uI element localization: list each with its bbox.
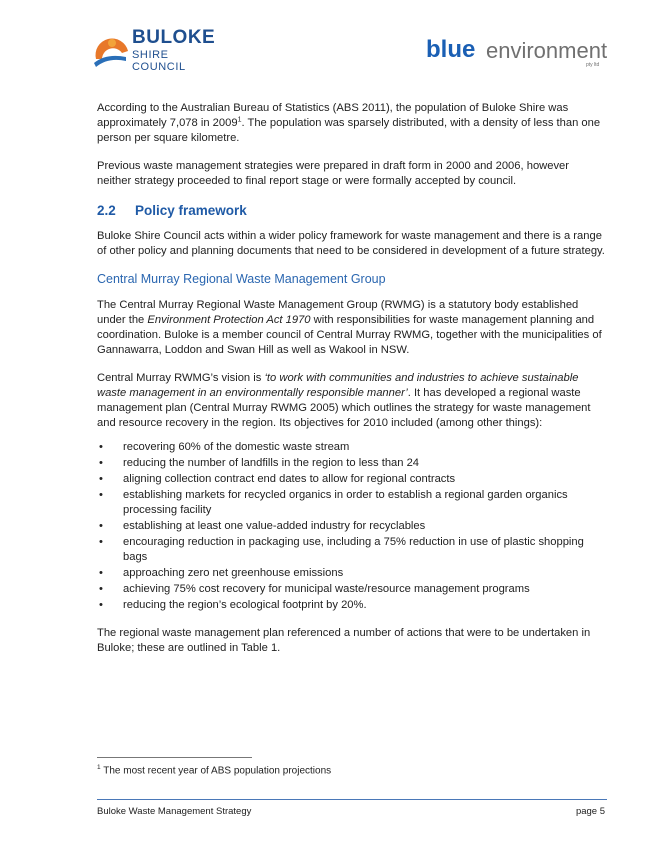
list-item: • recovering 60% of the domestic waste stream — [99, 441, 350, 453]
list-item: • achieving 75% cost recovery for municipal waste/resource management programs — [99, 583, 530, 595]
footnote-divider — [97, 757, 252, 758]
footnote-text: The most recent year of ABS population projections — [100, 765, 332, 777]
footnote-number: 1 — [97, 764, 101, 771]
footnote-ref: 1 — [237, 116, 242, 124]
section-title: Policy framework — [135, 203, 247, 218]
objectives-list — [97, 440, 605, 613]
paragraph-actions: The regional waste management plan referenced a number of actions that were to be undertaken in Buloke; these are outlined in Table 1. — [97, 627, 591, 654]
list-item: • encouraging reduction in packaging use, including a 75% reduction in use of plastic shopping bags — [99, 536, 584, 563]
paragraph-rwmg: The Central Murray Regional Waste Management Group (RWMG) is a statutory body established under the Environment Protection Act 1970 with responsibilities for waste management planning and coordination. Buloke is a member council of Central Murray RWMG, together with the municipalities of Gannawarra, Loddon and Swan Hill as well as Wakool in NSW. — [97, 299, 602, 356]
paragraph-previous-strategies: Previous waste management strategies were prepared in draft form in 2000 and 2006, however neither strategy proceeded to final report stage or were formally accepted by council. — [97, 160, 570, 187]
logo-tagline: SHIRE COUNCIL — [132, 49, 186, 73]
list-item: • reducing the region’s ecological footprint by 20%. — [99, 599, 367, 611]
footer-document-title: Buloke Waste Management Strategy — [97, 806, 252, 817]
list-item: • establishing markets for recycled organics in order to establish a regional garden organics processing facility — [99, 489, 568, 516]
paragraph-population: According to the Australian Bureau of Statistics (ABS 2011), the population of Buloke Shire was approximately 7,078 in 2009$^1$. The population was sparsely distributed, with a density of less than one person per square kilometre. — [97, 102, 601, 144]
footer-page-number: page 5 — [575, 806, 605, 817]
list-item: • reducing the number of landfills in the region to less than 24 — [99, 457, 420, 469]
list-item: • aligning collection contract end dates to allow for regional contracts — [99, 473, 456, 485]
paragraph-vision: Central Murray RWMG’s vision is ‘to work with communities and industries to achieve sustainable waste management in an environmentally responsible manner’. It has developed a regional waste management plan (Central Murray RWMG 2005) which outlines the strategy for waste management and resource recovery in the region. Its objectives for 2010 included (among other things): — [97, 372, 591, 429]
subheading-central-murray: Central Murray Regional Waste Management Group — [97, 272, 386, 286]
logo-blue-word: blue — [426, 36, 476, 63]
list-item: • approaching zero net greenhouse emissions — [99, 567, 344, 579]
section-number: 2.2 — [97, 203, 116, 218]
buloke-shire-council-logo — [92, 25, 216, 73]
logo-pty-ltd: pty ltd — [586, 62, 600, 68]
document-body — [97, 101, 605, 669]
blue-environment-logo — [426, 36, 606, 74]
list-item: • establishing at least one value-added industry for recyclables — [99, 520, 426, 532]
footer-divider — [97, 799, 607, 800]
logo-environment-word: environment — [486, 38, 608, 63]
footnote — [97, 764, 597, 776]
buloke-emblem-icon — [92, 29, 132, 69]
paragraph-policy-framework: Buloke Shire Council acts within a wider policy framework for waste management and there is a range of other policy and planning documents that need to be considered in development of a future strategy. — [97, 230, 605, 257]
logo-name: BULOKE — [132, 27, 216, 48]
section-heading — [97, 203, 605, 218]
